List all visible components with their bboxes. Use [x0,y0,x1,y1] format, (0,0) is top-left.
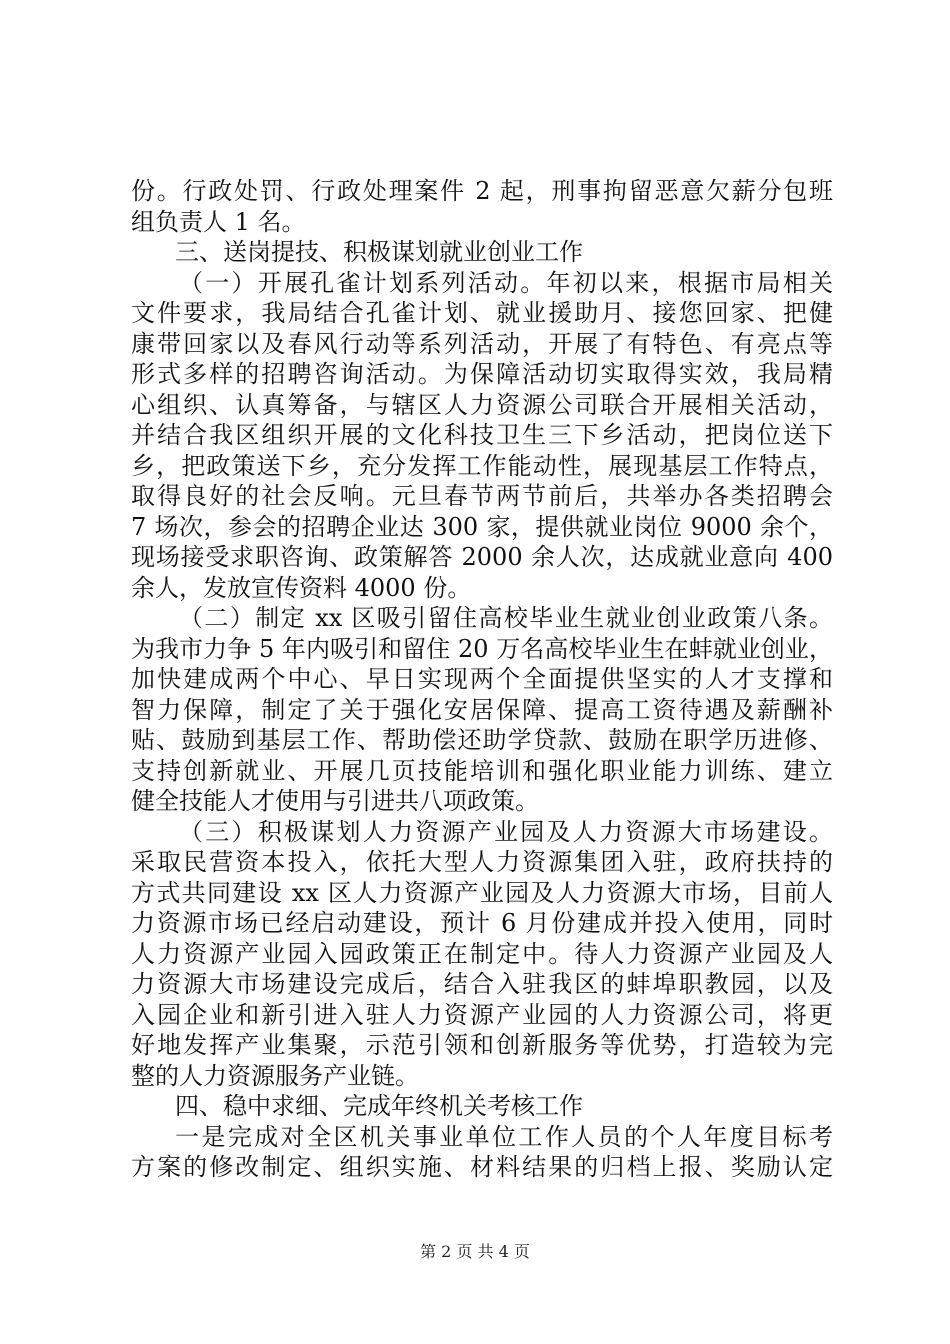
body-text-line: 乡，把政策送下乡，充分发挥工作能动性，展现基层工作特点， [131,451,833,480]
body-text-line: 人力资源产业园入园政策正在制定中。待人力资源产业园及人 [131,939,833,968]
body-text-line: （三）积极谋划人力资源产业园及人力资源大市场建设。 [179,817,833,846]
body-text-line: 支持创新就业、开展几页技能培训和强化职业能力训练、建立 [131,756,833,785]
body-text-line: 心组织、认真筹备，与辖区人力资源公司联合开展相关活动， [131,390,833,419]
section-heading: 三、送岗提技、积极谋划就业创业工作 [175,238,583,266]
body-text-line: （一）开展孔雀计划系列活动。年初以来，根据市局相关 [179,268,833,297]
body-text-line: 一是完成对全区机关事业单位工作人员的个人年度目标考 [175,1122,833,1151]
body-text-line: 文件要求，我局结合孔雀计划、就业援助月、接您回家、把健 [131,299,833,327]
body-text-line: 现场接受求职咨询、政策解答 2000 余人次，达成就业意向 400 [131,543,833,571]
body-text-line: 余人，发放宣传资料 4000 份。 [131,573,472,602]
body-text-line: 采取民营资本投入，依托大型人力资源集团入驻，政府扶持的 [131,848,833,876]
body-text-line: 形式多样的招聘咨询活动。为保障活动切实取得实效，我局精 [131,360,833,388]
page-footer: 第 2 页 共 4 页 [420,1242,530,1261]
body-text-line: 力资源大市场建设完成后，结合入驻我区的蚌埠职教园，以及 [131,970,833,998]
body-text-line: 份。行政处罚、行政处理案件 2 起，刑事拘留恶意欠薪分包班 [131,177,833,205]
section-heading: 四、稳中求细、完成年终机关考核工作 [175,1092,583,1120]
body-text-line: 为我市力争 5 年内吸引和留住 20 万名高校毕业生在蚌就业创业， [131,634,833,663]
body-text-line: 健全技能人才使用与引进共八项政策。 [131,787,539,815]
body-text-line: 取得良好的社会反响。元旦春节两节前后，共举办各类招聘会 [131,482,833,510]
body-text-line: 智力保障，制定了关于强化安居保障、提高工资待遇及薪酬补 [131,695,833,724]
body-text-line: 并结合我区组织开展的文化科技卫生三下乡活动，把岗位送下 [131,421,833,449]
body-text-line: 好地发挥产业集聚，示范引领和创新服务等优势，打造较为完 [131,1031,833,1059]
body-text-line: 组负责人 1 名。 [131,207,306,236]
body-text-line: 方式共同建设 xx 区人力资源产业园及人力资源大市场，目前人 [131,878,833,907]
body-text-line: 康带回家以及春风行动等系列活动，开展了有特色、有亮点等 [131,329,833,358]
document-body [131,176,833,1183]
body-text-line: 加快建成两个中心、早日实现两个全面提供坚实的人才支撑和 [131,665,833,693]
body-text-line: 方案的修改制定、组织实施、材料结果的归档上报、奖励认定 [131,1153,833,1181]
body-text-line: 入园企业和新引进入驻人力资源产业园的人力资源公司，将更 [131,1000,833,1029]
body-text-line: （二）制定 xx 区吸引留住高校毕业生就业创业政策八条。 [179,604,833,632]
body-text-line: 贴、鼓励到基层工作、帮助偿还助学贷款、鼓励在职学历进修、 [131,726,833,754]
body-text-line: 7 场次，参会的招聘企业达 300 家，提供就业岗位 9000 余个， [131,512,833,541]
body-text-line: 整的人力资源服务产业链。 [131,1061,419,1090]
body-text-line: 力资源市场已经启动建设，预计 6 月份建成并投入使用，同时 [131,909,833,937]
